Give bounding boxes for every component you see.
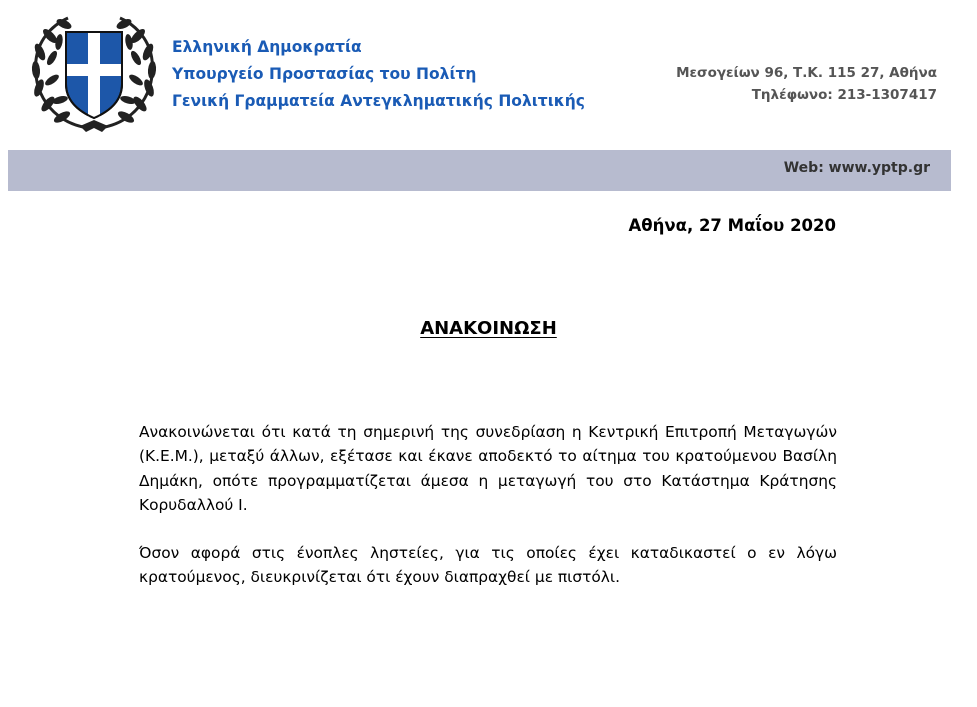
phone-text: Τηλέφωνο: 213-1307417: [751, 87, 937, 103]
org-line-ministry: Υπουργείο Προστασίας του Πολίτη: [172, 65, 477, 83]
document-title-text: ΑΝΑΚΟΙΝΩΣΗ: [420, 318, 557, 339]
org-line-republic: Ελληνική Δημοκρατία: [172, 38, 362, 56]
header-band: [8, 150, 951, 191]
greek-coat-of-arms-icon: [28, 10, 160, 136]
document-date: Αθήνα, 27 Μαΐου 2020: [628, 216, 836, 235]
paragraph: Ανακοινώνεται ότι κατά τη σημερινή της συνεδρίαση η Κεντρική Επιτροπή Μεταγωγών (Κ.Ε.Μ.), μεταξύ άλλων, εξέτασε και έκανε αποδεκτό το αίτημα του κρατούμενου Βασίλη Δημάκη, οπότε προγραμματίζεται άμεσα η μεταγωγή του στο Κατάστημα Κράτησης Κορυδαλλού Ι.: [139, 423, 837, 514]
org-line-secretariat: Γενική Γραμματεία Αντεγκληματικής Πολιτικής: [172, 92, 585, 110]
document-body: [139, 420, 837, 590]
paragraph: Όσον αφορά στις ένοπλες ληστείες, για τις οποίες έχει καταδικαστεί ο εν λόγω κρατούμενος, διευκρινίζεται ότι έχουν διαπραχθεί με πιστόλι.: [139, 544, 837, 587]
document-title: [0, 318, 977, 339]
organization-name: [172, 34, 585, 115]
address-text: Μεσογείων 96, Τ.Κ. 115 27, Αθήνα: [676, 65, 937, 81]
website-text: Web: www.yptp.gr: [783, 160, 930, 176]
contact-info: [676, 62, 937, 106]
